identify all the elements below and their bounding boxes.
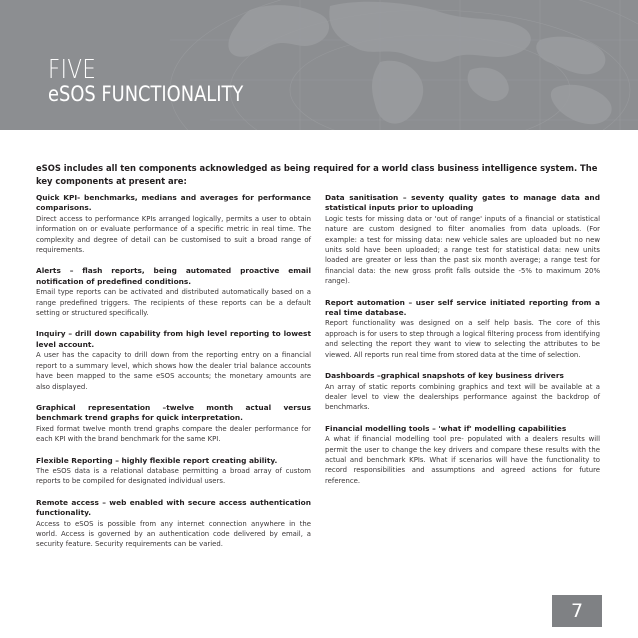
- section-remote-access: [36, 498, 311, 550]
- section-alerts: [36, 266, 311, 318]
- section-heading: Data sanitisation – seventy quality gates to manage data and statistical inputs prior to uploading: [325, 193, 600, 213]
- section-body: Logic tests for missing data or 'out of range' inputs of a financial or statistical nature are custom designed to filter anomalies from data uploads. (For example: a test for missing data: new vehicle sales are uploaded but no new units sold have been uploaded; a range test for statistical data: new units loaded are greater or less than the past six month average; a range test for financial data: the new gross profit falls outside the -5% to maximum 20% range).: [325, 214, 600, 286]
- section-report-automation: [325, 298, 600, 360]
- section-heading: Quick KPI- benchmarks, medians and averages for performance comparisons.: [36, 193, 311, 213]
- section-heading: Report automation – user self service initiated reporting from a real time database.: [325, 297, 600, 318]
- section-body: Access to eSOS is possible from any internet connection anywhere in the world. Access is governed by an authentication code delivered by email, a security feature. Security requirements can be varied.: [36, 519, 311, 549]
- section-graphical-representation: [36, 403, 311, 445]
- chapter-title: eSOS FUNCTIONALITY: [48, 82, 244, 106]
- section-body: The eSOS data is a relational database permitting a broad array of custom reports to be compiled for designated individual users.: [36, 466, 311, 486]
- section-body: A what if financial modelling tool pre- populated with a dealers results will permit the user to change the key drivers and compare these results with the actual and benchmark KPIs. What if scenarios will have the functionality to record responsibilities and assumptions and agreed actions for future reference.: [325, 435, 600, 485]
- section-quick-kpi: [36, 193, 311, 255]
- section-heading: Inquiry – drill down capability from high level reporting to lowest level account.: [36, 329, 311, 349]
- left-column: [36, 193, 311, 561]
- page-number-box: [552, 595, 602, 627]
- section-heading: Financial modelling tools – 'what if' modelling capabilities: [325, 423, 567, 433]
- chapter-number: FIVE: [48, 55, 97, 85]
- section-body: Fixed format twelve month trend graphs compare the dealer performance for each KPI with the brand benchmark for the same KPI.: [36, 424, 311, 444]
- section-flexible-reporting: [36, 456, 311, 487]
- section-heading: Remote access – web enabled with secure access authentication functionality.: [36, 497, 311, 518]
- section-body: Email type reports can be activated and distributed automatically based on a range predefined triggers. The recipients of these reports can be a default setting or structured specifically.: [36, 288, 311, 318]
- section-body: Direct access to performance KPIs arranged logically, permits a user to obtain information on or evaluate performance of a specific metric in real time. The complexity and degree of detail can be customised to suit a broad range of requirements.: [36, 214, 311, 255]
- section-financial-modelling: [325, 424, 600, 486]
- section-body: An array of static reports combining graphics and text will be available at a dealer level to view the dealerships performance against the backdrop of benchmarks.: [325, 382, 600, 412]
- section-heading: Graphical representation –twelve month actual versus benchmark trend graphs for quick interpretation.: [36, 402, 311, 423]
- section-heading: Alerts – flash reports, being automated proactive email notification of predefined conditions.: [36, 266, 311, 286]
- section-dashboards: [325, 371, 600, 413]
- intro-paragraph: eSOS includes all ten components acknowledged as being required for a world class business intelligence system. The key components at present are:: [36, 163, 598, 186]
- section-heading: Flexible Reporting – highly flexible report creating ability.: [36, 455, 278, 465]
- section-heading: Dashboards –graphical snapshots of key business drivers: [325, 371, 564, 381]
- section-body: Report functionality was designed on a self help basis. The core of this approach is for users to step through a logical filtering process from identifying and selecting the report they want to view to selecting the attributes to be viewed. All reports run real time from stored data at the time of selection.: [325, 319, 600, 359]
- section-body: A user has the capacity to drill down from the reporting entry on a financial report to a summary level, which shows how the dealer trial balance accounts have been mapped to the same eSOS accounts; the monetary amounts are also displayed.: [36, 351, 311, 391]
- right-column: [325, 193, 600, 497]
- section-data-sanitisation: [325, 193, 600, 287]
- section-inquiry: [36, 329, 311, 391]
- header-banner: [0, 0, 638, 130]
- page-number: 7: [570, 600, 584, 622]
